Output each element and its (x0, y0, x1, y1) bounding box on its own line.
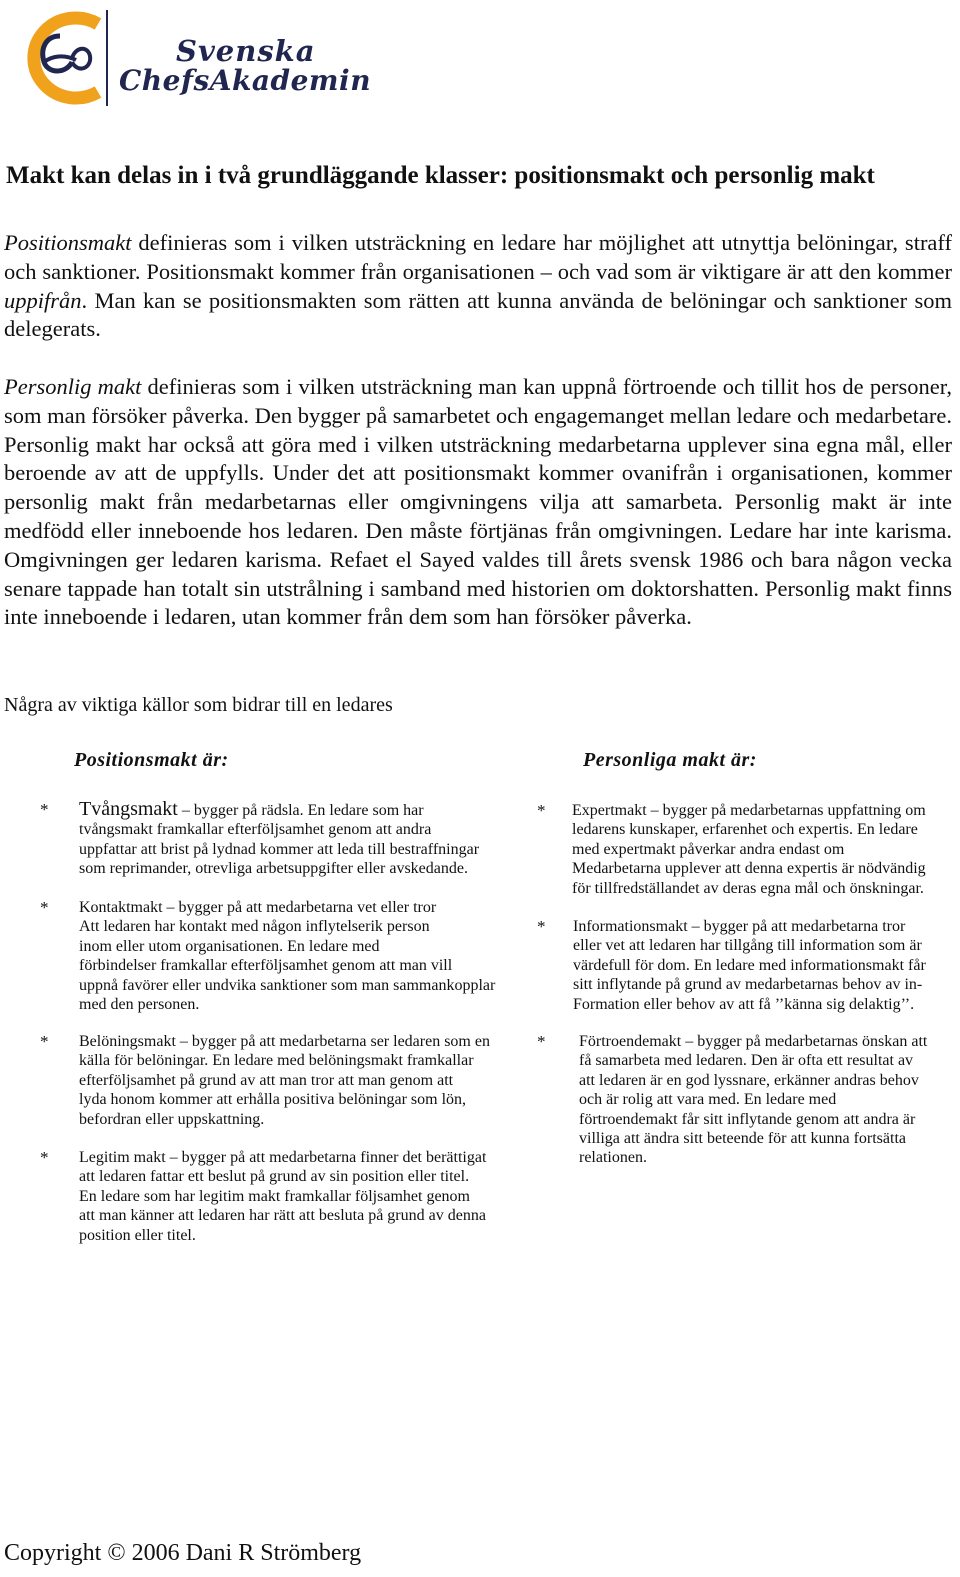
list-item-tvangsmakt (40, 800, 520, 880)
item-line: efterföljsamhet på grund av att man tror att man genom att (79, 1071, 454, 1089)
logo-emblem-icon (6, 8, 116, 108)
item-name: Tvångsmakt (79, 798, 178, 820)
item-line: lyda honom kommer att erhålla positiva belöningar som lön, (79, 1091, 467, 1109)
item-body (79, 1148, 486, 1245)
item-body (579, 1032, 927, 1168)
item-name: Kontaktmakt (79, 899, 163, 916)
copyright-footer: Copyright © 2006 Dani R Strömberg (4, 1540, 362, 1566)
item-line: få samarbeta med ledaren. Den är ofta ett resultat av (579, 1052, 914, 1070)
item-line: befordran eller uppskattning. (79, 1110, 265, 1128)
item-line: En ledare som har legitim makt framkallar följsamhet genom (79, 1187, 470, 1205)
term-personlig-makt: Personlig makt (4, 374, 142, 399)
emphasis-uppifran: uppifrån (4, 287, 82, 313)
list-item-expertmakt (537, 801, 957, 901)
item-line: uppnå favörer eller undvika sanktioner som man sammankopplar (79, 976, 496, 994)
item-line: för tillfredställandet av deras egna mål och önskningar. (572, 879, 924, 897)
item-line: och är rolig att vara med. En ledare med (579, 1091, 837, 1109)
list-item-kontaktmakt (40, 898, 520, 1018)
item-line: sitt inflytande på grund av medarbetarnas behov av in- (573, 976, 923, 994)
bullet-star: * (537, 801, 546, 820)
item-name: Informationsmakt (573, 918, 688, 935)
item-body (573, 917, 926, 1014)
item-line: – bygger på medarbetarnas önskan att (681, 1033, 928, 1050)
item-name: Förtroendemakt (579, 1033, 682, 1050)
item-line: som reprimander, otrevliga arbetsuppgifter eller avskedande. (79, 860, 468, 878)
bullet-star: * (537, 917, 546, 936)
item-line: med den personen. (79, 996, 200, 1014)
item-body (79, 1032, 490, 1129)
item-line: Att ledaren har kontakt med någon inflytelserik person (79, 918, 430, 936)
list-item-beloningsmakt (40, 1032, 520, 1132)
paragraph-positionsmakt (4, 229, 952, 344)
item-line: värdefull för dom. En ledare med informationsmakt får (573, 956, 926, 974)
item-line: att ledaren är en god lyssnare, erkänner andras behov (579, 1071, 919, 1089)
right-column-heading: Personliga makt är: (583, 749, 757, 771)
list-item-fortroendemakt (537, 1032, 957, 1172)
item-line: Formation eller behov av att få ’’känna sig delaktig’’. (573, 995, 915, 1013)
logo-line-1: Svenska (176, 34, 316, 68)
item-line: förbindelser framkallar efterföljsamhet genom att man vill (79, 957, 453, 975)
item-line: villiga att ändra sitt beteende för att kunna fortsätta (579, 1130, 906, 1148)
list-item-legitim-makt (40, 1148, 520, 1248)
item-body (79, 898, 495, 1014)
bullet-star: * (537, 1032, 546, 1051)
bullet-star: * (40, 1148, 49, 1167)
item-line: eller vet att ledaren har tillgång till information som är (573, 937, 922, 955)
item-line: relationen. (579, 1149, 647, 1167)
item-line: att ledaren fattar ett beslut på grund av sin position eller titel. (79, 1168, 470, 1186)
term-positionsmakt: Positionsmakt (4, 230, 132, 255)
item-line: – bygger på rädsla. En ledare som har (177, 802, 424, 819)
item-line: – bygger på att medarbetarna finner det berättigat (165, 1149, 487, 1166)
list-item-informationsmakt (537, 917, 957, 1017)
item-line: källa för belöningar. En ledare med belöningsmakt framkallar (79, 1052, 474, 1070)
bullet-star: * (40, 800, 49, 819)
item-line: – bygger på medarbetarnas uppfattning om (646, 802, 926, 819)
intro-sentence: Några av viktiga källor som bidrar till en ledares (4, 694, 393, 716)
logo-line-2: ChefsAkademin (119, 64, 372, 97)
item-line: förtroendemakt får sitt inflytande genom att andra är (579, 1110, 916, 1128)
page-title: Makt kan delas in i två grundläggande klasser: positionsmakt och personlig makt (6, 162, 875, 189)
item-line: inom eller utom organisationen. En ledare med (79, 937, 380, 955)
item-name: Legitim makt (79, 1149, 166, 1166)
bullet-star: * (40, 898, 49, 917)
item-body (572, 801, 926, 898)
left-column-heading: Positionsmakt är: (74, 749, 229, 771)
item-line: – bygger på att medarbetarna ser ledaren som en (175, 1033, 490, 1050)
paragraph-text: definieras som i vilken utsträckning en ledare har möjlighet att utnyttja belöningar, straff och sanktioner. Positionsmakt kommer från organisationen – och vad som är viktigare är att den kommer (4, 230, 952, 284)
logo (6, 8, 406, 108)
item-line: uppfattar att brist på lydnad kommer att leda till bestraffningar (79, 840, 480, 858)
item-line: – bygger på att medarbetarna tror (687, 918, 906, 935)
paragraph-personlig-makt (4, 373, 952, 632)
item-name: Belöningsmakt (79, 1033, 176, 1050)
item-line: med expertmakt påverkar andra endast om (572, 840, 845, 858)
bullet-star: * (40, 1032, 49, 1051)
paragraph-text: definieras som i vilken utsträckning man kan uppnå förtroende och tillit hos de personer, som man försöker påverka. Den bygger på samarbetet och engagemanget mellan ledare och medarbetare. Personlig makt har också att göra med i vilken utsträckning medarbetarna upplever sina egna mål, eller beroende av att de uppfylls. Under det att positionsmakt kommer ovanifrån i organisationen, kommer personlig makt från medarbetarnas eller omgivningens vilja att samarbeta. Personlig makt är inte medfödd eller inneboende hos ledaren. Den måste förtjänas från omgivningen. Ledare har inte karisma. Omgivningen ger ledaren karisma. Refaet el Sayed valdes till årets svensk 1986 och bara någon vecka senare tappade han totalt sin utstrålning i samband med historien om doktorshatten. Personlig makt finns inte inneboende i ledaren, utan kommer från dem som han försöker påverka. (4, 374, 953, 630)
item-body (79, 800, 479, 879)
item-line: tvångsmakt framkallar efterföljsamhet genom att andra (79, 821, 432, 839)
paragraph-text: . Man kan se positionsmakten som rätten att kunna använda de belöningar och sanktioner som delegerats. (4, 287, 952, 342)
item-line: ledarens kunskaper, erfarenhet och expertis. En ledare (572, 821, 918, 839)
item-line: – bygger på att medarbetarna vet eller tror (162, 899, 437, 916)
item-line: Medarbetarna upplever att denna expertis är nödvändig (572, 860, 926, 878)
item-line: att man känner att ledaren har rätt att besluta på grund av denna (79, 1207, 486, 1225)
item-name: Expertmakt (572, 802, 647, 819)
item-line: position eller titel. (79, 1226, 196, 1244)
